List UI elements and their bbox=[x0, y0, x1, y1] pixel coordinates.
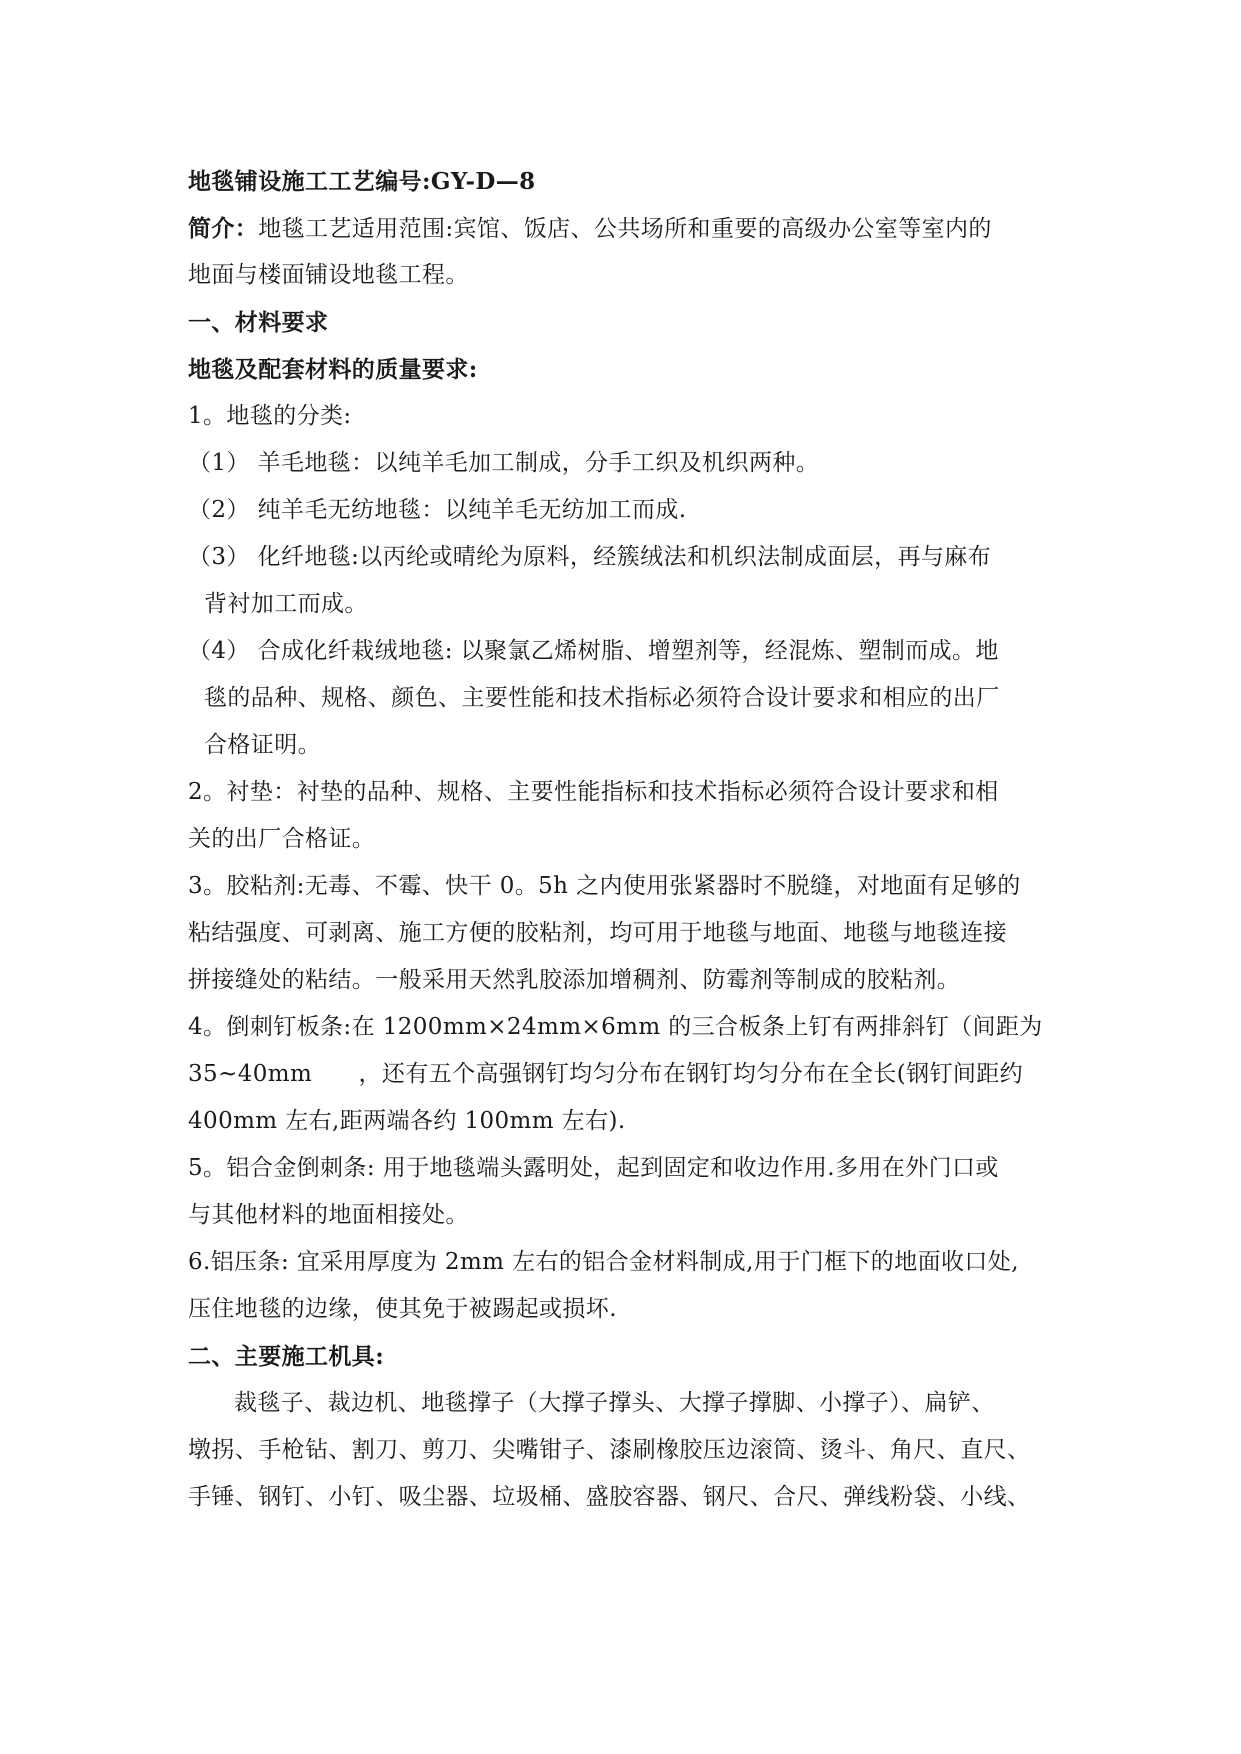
item3-line1: 3。胶粘剂:无毒、不霉、快干 0。5h 之内使用张紧器时不脱缝，对地面有足够的 bbox=[188, 873, 1021, 899]
intro-line-2: 地面与楼面铺设地毯工程。 bbox=[188, 262, 469, 288]
item4-line1: 4。倒刺钉板条:在 1200mm×24mm×6mm 的三合板条上钉有两排斜钉（间距为 bbox=[188, 1014, 1043, 1040]
item1-sub1: （1） 羊毛地毯：以纯羊毛加工制成，分手工织及机织两种。 bbox=[188, 450, 820, 476]
intro-line-1 bbox=[188, 205, 1058, 252]
item4-line2: 35~40mm ，还有五个高强钢钉均匀分布在钢钉均匀分布在全长(钢钉间距约 bbox=[188, 1061, 1024, 1087]
section1-subheading: 地毯及配套材料的质量要求: bbox=[188, 356, 478, 383]
item1-sub2: （2） 纯羊毛无纺地毯：以纯羊毛无纺加工而成. bbox=[188, 497, 687, 523]
item1-sub4-line3: 合格证明。 bbox=[204, 732, 321, 758]
section2-line2: 墩拐、手枪钻、割刀、剪刀、尖嘴钳子、漆刷橡胶压边滚筒、烫斗、角尺、直尺、 bbox=[188, 1437, 1031, 1463]
section2-line1: 裁毯子、裁边机、地毯撑子（大撑子撑头、大撑子撑脚、小撑子）、扁铲、 bbox=[234, 1390, 995, 1416]
section2-heading: 二、主要施工机具: bbox=[188, 1343, 385, 1370]
item4-line3: 400mm 左右,距两端各约 100mm 左右). bbox=[188, 1108, 626, 1134]
item5-line2: 与其他材料的地面相接处。 bbox=[188, 1202, 469, 1228]
item3-line3: 拼接缝处的粘结。一般采用天然乳胶添加增稠剂、防霉剂等制成的胶粘剂。 bbox=[188, 967, 961, 993]
document-title: 地毯铺设施工工艺编号:GY-D—8 bbox=[188, 168, 536, 195]
item1-title: 1。地毯的分类: bbox=[188, 403, 352, 429]
item2-line1: 2。衬垫：衬垫的品种、规格、主要性能指标和技术指标必须符合设计要求和相 bbox=[188, 779, 999, 805]
item5-line1: 5。铝合金倒刺条: 用于地毯端头露明处，起到固定和收边作用.多用在外门口或 bbox=[188, 1155, 999, 1181]
item3-line2: 粘结强度、可剥离、施工方便的胶粘剂，均可用于地毯与地面、地毯与地毯连接 bbox=[188, 920, 1007, 946]
document-body bbox=[188, 158, 1058, 1521]
item1-sub4-line2: 毯的品种、规格、颜色、主要性能和技术指标必须符合设计要求和相应的出厂 bbox=[204, 685, 1000, 711]
section2-line3: 手锤、钢钉、小钉、吸尘器、垃圾桶、盛胶容器、钢尺、合尺、弹线粉袋、小线、 bbox=[188, 1484, 1031, 1510]
item6-line2: 压住地毯的边缘，使其免于被踢起或损坏. bbox=[188, 1296, 617, 1322]
item2-line2: 关的出厂合格证。 bbox=[188, 826, 376, 852]
intro-text-1: 地毯工艺适用范围:宾馆、饭店、公共场所和重要的高级办公室等室内的 bbox=[258, 216, 992, 242]
intro-label: 简介： bbox=[188, 215, 259, 242]
item1-sub3-line1: （3） 化纤地毯:以丙纶或晴纶为原料，经簇绒法和机织法制成面层，再与麻布 bbox=[188, 544, 992, 570]
item1-sub3-line2: 背衬加工而成。 bbox=[204, 591, 368, 617]
item6-line1: 6.铝压条: 宜采用厚度为 2mm 左右的铝合金材料制成,用于门框下的地面收口处, bbox=[188, 1249, 1019, 1275]
item1-sub4-line1: （4） 合成化纤栽绒地毯: 以聚氯乙烯树脂、增塑剂等，经混炼、塑制而成。地 bbox=[188, 638, 999, 664]
section1-heading: 一、材料要求 bbox=[188, 309, 329, 336]
